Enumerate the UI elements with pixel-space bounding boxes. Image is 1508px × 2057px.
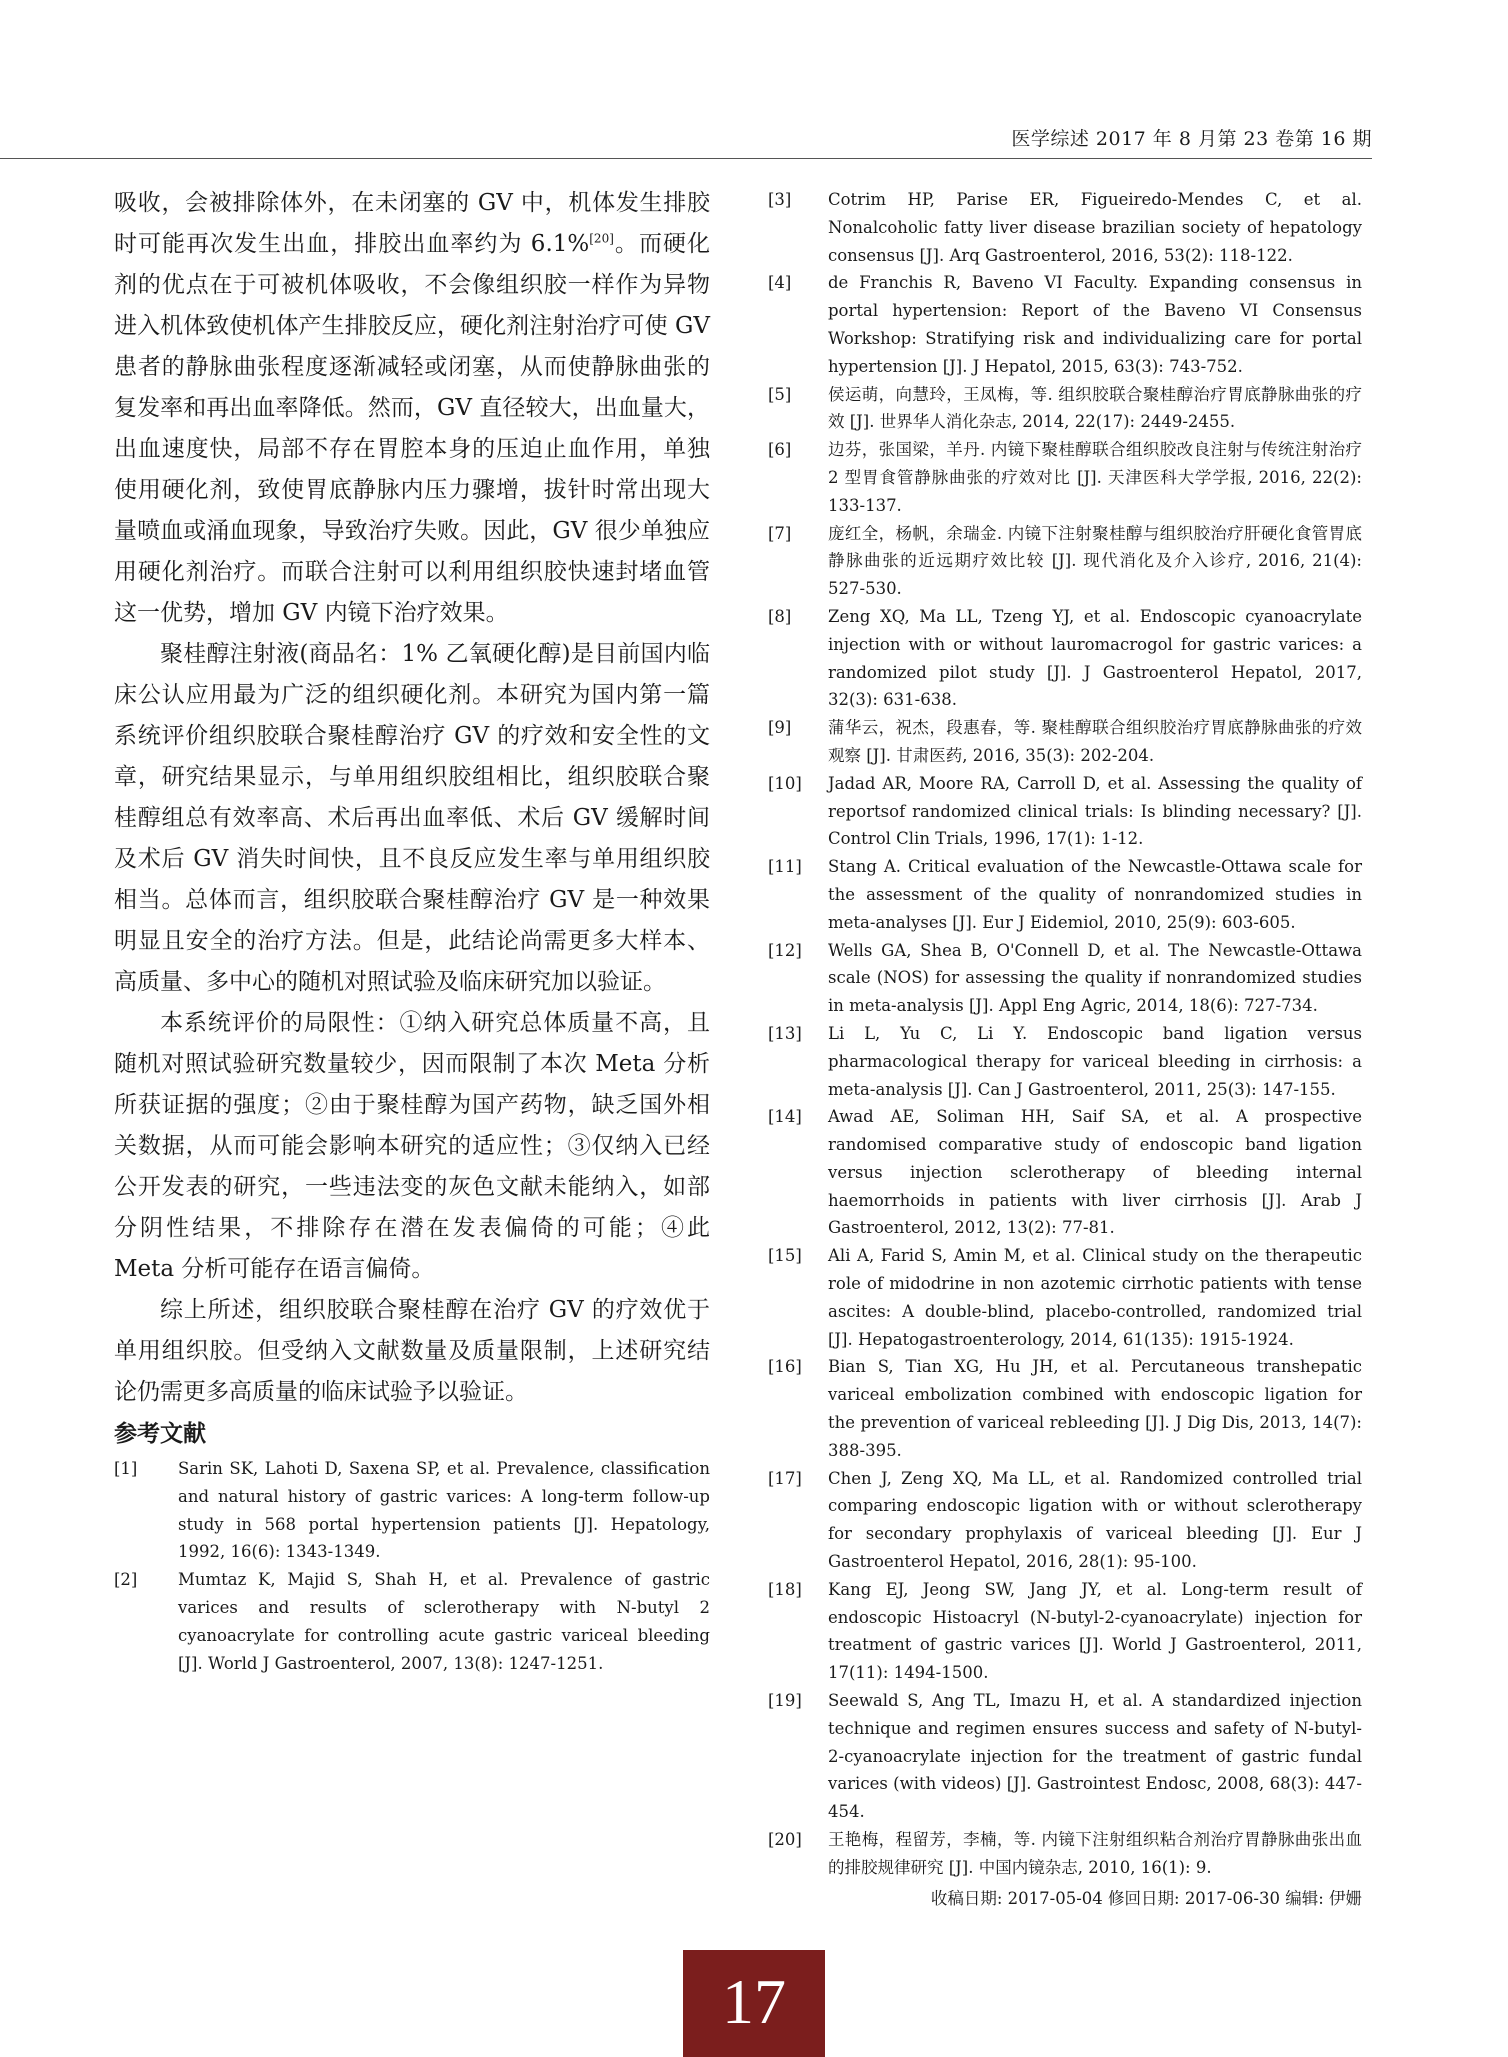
- reference-text: Seewald S, Ang TL, Imazu H, et al. A standardized injection technique and regimen ensures success and safety of N-butyl-2-cyanoacrylate injection for the treatment of gastric fundal varices (with videos) [J]. Gastrointest Endosc, 2008, 68(3): 447-454.: [828, 1691, 1362, 1822]
- body-paragraph-1: [114, 183, 710, 634]
- reference-text: Awad AE, Soliman HH, Saif SA, et al. A prospective randomised comparative study of endoscopic band ligation versus injection sclerotherapy of bleeding internal haemorrhoids in patients with liver cirrhosis [J]. Arab J Gastroenterol, 2012, 13(2): 77-81.: [828, 1107, 1362, 1238]
- reference-item: [768, 603, 1362, 714]
- reference-number: [14]: [768, 1107, 802, 1127]
- reference-text: 蒲华云，祝杰，段惠春，等. 聚桂醇联合组织胶治疗胃底静脉曲张的疗效观察 [J]. 甘肃医药, 2016, 35(3): 202-204.: [828, 718, 1362, 765]
- reference-item: [768, 770, 1362, 853]
- reference-text: Jadad AR, Moore RA, Carroll D, et al. Assessing the quality of reportsof randomized clinical trials: Is blinding necessary? [J]. Control Clin Trials, 1996, 17(1): 1-12.: [828, 773, 1362, 849]
- reference-item: [768, 1465, 1362, 1576]
- reference-number: [6]: [768, 440, 792, 460]
- reference-item: [768, 937, 1362, 1020]
- reference-item: [114, 1566, 710, 1677]
- reference-number: [19]: [768, 1691, 802, 1711]
- reference-item: [768, 520, 1362, 603]
- reference-text: Wells GA, Shea B, O'Connell D, et al. The Newcastle-Ottawa scale (NOS) for assessing the quality if nonrandomized studies in meta-analysis [J]. Appl Eng Agric, 2014, 18(6): 727-734.: [828, 940, 1362, 1016]
- para1-text-b: 。而硬化剂的优点在于可被机体吸收，不会像组织胶一样作为异物进入机体致使机体产生排胶反应，硬化剂注射治疗可使 GV 患者的静脉曲张程度逐渐减轻或闭塞，从而使静脉曲张的复发率和再出血率降低。然而，GV 直径较大，出血量大，出血速度快，局部不存在胃腔本身的压迫止血作用，单独使用硬化剂，致使胃底静脉内压力骤增，拔针时常出现大量喷血或涌血现象，导致治疗失败。因此，GV 很少单独应用硬化剂治疗。而联合注射可以利用组织胶快速封堵血管这一优势，增加 GV 内镜下治疗效果。: [114, 231, 711, 626]
- reference-item: [768, 853, 1362, 936]
- reference-item: [768, 186, 1362, 269]
- page-number: 17: [722, 1966, 786, 2037]
- reference-text: Cotrim HP, Parise ER, Figueiredo-Mendes C, et al. Nonalcoholic fatty liver disease brazilian society of hepatology consensus [J]. Arq Gastroenterol, 2016, 53(2): 118-122.: [828, 190, 1362, 265]
- reference-number: [18]: [768, 1579, 802, 1599]
- reference-number: [7]: [768, 523, 792, 543]
- reference-number: [17]: [768, 1468, 802, 1488]
- reference-item: [768, 1103, 1362, 1242]
- reference-text: Zeng XQ, Ma LL, Tzeng YJ, et al. Endoscopic cyanoacrylate injection with or without lauromacrogol for gastric varices: a randomized pilot study [J]. J Gastroenterol Hepatol, 2017, 32(3): 631-638.: [828, 606, 1362, 710]
- reference-text: Ali A, Farid S, Amin M, et al. Clinical study on the therapeutic role of midodrine in non azotemic cirrhotic patients with tense ascites: A double-blind, placebo-controlled, randomized trial [J]. Hepatogastroenterology, 2014, 61(135): 1915-1924.: [828, 1246, 1362, 1349]
- reference-item: [114, 1455, 710, 1566]
- page-number-box: [683, 1950, 825, 2057]
- reference-item: [768, 1687, 1362, 1826]
- reference-number: [11]: [768, 857, 802, 877]
- body-paragraph-2: 聚桂醇注射液(商品名：1% 乙氧硬化醇)是目前国内临床公认应用最为广泛的组织硬化剂。本研究为国内第一篇系统评价组织胶联合聚桂醇治疗 GV 的疗效和安全性的文章，研究结果显示，与单用组织胶组相比，组织胶联合聚桂醇组总有效率高、术后再出血率低、术后 GV 缓解时间及术后 GV 消失时间快，且不良反应发生率与单用组织胶相当。总体而言，组织胶联合聚桂醇治疗 GV 是一种效果明显且安全的治疗方法。但是，此结论尚需更多大样本、高质量、多中心的随机对照试验及临床研究加以验证。: [114, 641, 710, 995]
- body-paragraph-3: 本系统评价的局限性：①纳入研究总体质量不高，且随机对照试验研究数量较少，因而限制了本次 Meta 分析所获证据的强度；②由于聚桂醇为国产药物，缺乏国外相关数据，从而可能会影响本研究的适应性；③仅纳入已经公开发表的研究，一些违法变的灰色文献未能纳入，如部分阴性结果，不排除存在潜在发表偏倚的可能；④此 Meta 分析可能存在语言偏倚。: [114, 1010, 710, 1282]
- reference-text: Mumtaz K, Majid S, Shah H, et al. Prevalence of gastric varices and results of sclerotherapy with N-butyl 2 cyanoacrylate for controlling acute gastric variceal bleeding [J]. World J Gastroenterol, 2007, 13(8): 1247-1251.: [178, 1570, 710, 1673]
- reference-number: [2]: [114, 1570, 138, 1590]
- reference-number: [8]: [768, 606, 792, 626]
- reference-text: Li L, Yu C, Li Y. Endoscopic band ligation versus pharmacological therapy for variceal bleeding in cirrhosis: a meta-analysis [J]. Can J Gastroenterol, 2011, 25(3): 147-155.: [828, 1023, 1362, 1099]
- reference-item: [768, 1576, 1362, 1687]
- reference-number: [16]: [768, 1357, 802, 1377]
- citation-20: [20]: [589, 231, 614, 246]
- reference-number: [12]: [768, 940, 802, 960]
- reference-number: [10]: [768, 773, 802, 793]
- reference-text: 庞红全，杨帆，余瑞金. 内镜下注射聚桂醇与组织胶治疗肝硬化食管胃底静脉曲张的近远期疗效比较 [J]. 现代消化及介入诊疗, 2016, 21(4): 527-530.: [828, 523, 1362, 599]
- reference-number: [3]: [768, 190, 792, 209]
- references-heading: 参考文献: [114, 1421, 206, 1447]
- reference-number: [5]: [768, 384, 792, 404]
- reference-text: Sarin SK, Lahoti D, Saxena SP, et al. Prevalence, classification and natural history of gastric varices: A long-term follow-up study in 568 portal hypertension patients [J]. Hepatology, 1992, 16(6): 1343-1349.: [178, 1459, 710, 1562]
- reference-number: [20]: [768, 1830, 802, 1850]
- reference-text: Stang A. Critical evaluation of the Newcastle-Ottawa scale for the assessment of the quality of nonrandomized studies in meta-analyses [J]. Eur J Eidemiol, 2010, 25(9): 603-605.: [828, 857, 1362, 932]
- reference-text: 侯运萌，向慧玲，王凤梅，等. 组织胶联合聚桂醇治疗胃底静脉曲张的疗效 [J]. 世界华人消化杂志, 2014, 22(17): 2449-2455.: [828, 384, 1362, 432]
- reference-item: [768, 714, 1362, 770]
- reference-item: [768, 1020, 1362, 1103]
- running-header: [0, 118, 1372, 159]
- reference-text: 边芬，张国梁，羊丹. 内镜下聚桂醇联合组织胶改良注射与传统注射治疗 2 型胃食管静脉曲张的疗效对比 [J]. 天津医科大学学报, 2016, 22(2): 133-137.: [828, 440, 1362, 515]
- reference-number: [9]: [768, 718, 792, 738]
- reference-item: [768, 436, 1362, 519]
- para1-text-a: 吸收，会被排除体外，在未闭塞的 GV 中，机体发生排胶时可能再次发生出血，排胶出血率约为 6.1%: [114, 190, 710, 257]
- reference-item: [768, 1242, 1362, 1353]
- reference-number: [1]: [114, 1459, 138, 1478]
- reference-item: [768, 269, 1362, 380]
- reference-number: [4]: [768, 273, 792, 293]
- body-paragraph-4: 综上所述，组织胶联合聚桂醇在治疗 GV 的疗效优于单用组织胶。但受纳入文献数量及质量限制，上述研究结论仍需更多高质量的临床试验予以验证。: [114, 1297, 710, 1405]
- reference-number: [13]: [768, 1023, 802, 1043]
- reference-text: Bian S, Tian XG, Hu JH, et al. Percutaneous transhepatic variceal embolization combined with endoscopic ligation for the prevention of variceal rebleeding [J]. J Dig Dis, 2013, 14(7): 388-395.: [828, 1357, 1362, 1460]
- left-column: [114, 183, 710, 1677]
- reference-text: Kang EJ, Jeong SW, Jang JY, et al. Long-term result of endoscopic Histoacryl (N-butyl-2-cyanoacrylate) injection for treatment of gastric varices [J]. World J Gastroenterol, 2011, 17(11): 1494-1500.: [828, 1579, 1362, 1683]
- reference-text: Chen J, Zeng XQ, Ma LL, et al. Randomized controlled trial comparing endoscopic ligation with or without sclerotherapy for secondary prophylaxis of variceal bleeding [J]. Eur J Gastroenterol Hepatol, 2016, 28(1): 95-100.: [828, 1468, 1362, 1572]
- receipt-dates: 收稿日期: 2017-05-04 修回日期: 2017-06-30 编辑: 伊姗: [930, 1888, 1362, 1908]
- reference-item: [768, 1826, 1362, 1882]
- reference-text: 王艳梅，程留芳，李楠，等. 内镜下注射组织粘合剂治疗胃静脉曲张出血的排胶规律研究 [J]. 中国内镜杂志, 2010, 16(1): 9.: [828, 1830, 1362, 1877]
- reference-item: [768, 381, 1362, 437]
- reference-text: de Franchis R, Baveno VI Faculty. Expanding consensus in portal hypertension: Report of the Baveno VI Consensus Workshop: Stratifying risk and individualizing care for portal hypertension [J]. J Hepatol, 2015, 63(3): 743-752.: [828, 273, 1362, 376]
- journal-issue-line: 医学综述 2017 年 8 月第 23 卷第 16 期: [1011, 128, 1372, 150]
- reference-number: [15]: [768, 1246, 802, 1266]
- reference-item: [768, 1353, 1362, 1464]
- right-column: [768, 186, 1362, 1914]
